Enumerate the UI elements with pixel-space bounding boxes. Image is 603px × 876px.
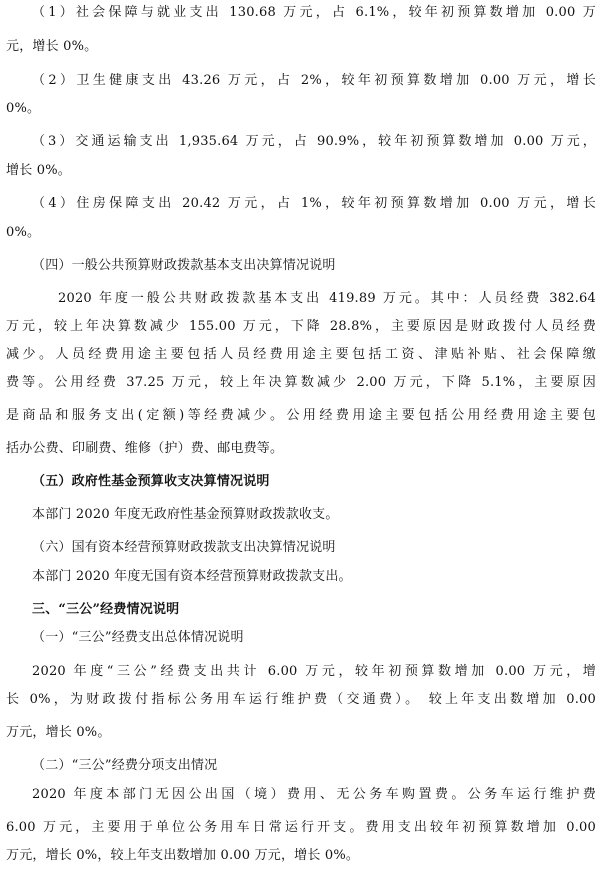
text-line-14: 是商品和服务支出(定额)等经费减少。公用经费用途主要包括公用经费用途主要包 <box>6 408 596 423</box>
text-line-28: 万元，增长 0%，较上年支出数增加 0.00 万元，增长 0%。 <box>6 848 360 863</box>
text-line-1: （1）社会保障与就业支出 130.68 万元，占 6.1%，较年初预算数增加 0.00 万 <box>32 5 596 20</box>
text-line-6: 增长 0%。 <box>6 163 71 178</box>
subsection-heading-2: （二）“三公”经费分项支出情况 <box>32 758 218 773</box>
text-line-17: 本部门 2020 年度无政府性基金预算财政拨款收支。 <box>32 507 339 522</box>
section-heading-5: （五）政府性基金预算收支决算情况说明 <box>32 474 270 489</box>
subsection-heading-1: （一）“三公”经费支出总体情况说明 <box>32 630 244 645</box>
text-line-23: 长 0%，为财政拨付指标公务用车运行维护费（交通费）。 较上年支出数增加 0.00 <box>6 692 596 707</box>
text-line-4: 0%。 <box>6 101 41 116</box>
text-line-10: 2020 年度一般公共财政拨款基本支出 419.89 万元。其中：人员经费 382.64 <box>58 291 596 306</box>
text-line-19: 本部门 2020 年度无国有资本经营预算财政拨款支出。 <box>32 569 352 584</box>
text-line-2: 元，增长 0%。 <box>6 39 98 54</box>
text-line-24: 万元，增长 0%。 <box>6 725 111 740</box>
text-line-7: （4）住房保障支出 20.42 万元，占 1%，较年初预算数增加 0.00 万元，增长 <box>32 196 596 211</box>
text-line-26: 2020 年度本部门无因公出国（境）费用、无公务车购置费。公务车运行维护费 <box>32 787 596 802</box>
chapter-heading-3: 三、“三公”经费情况说明 <box>32 602 180 617</box>
text-line-22: 2020 年度“三公”经费支出共计 6.00 万元，较年初预算数增加 0.00 万元，增 <box>32 664 596 679</box>
text-line-5: （3）交通运输支出 1,935.64 万元，占 90.9%，较年初预算数增加 0.00 万元， <box>32 134 596 149</box>
text-line-13: 费等。公用经费 37.25 万元，较上年决算数减少 2.00 万元，下降 5.1%，主要原因 <box>6 375 596 390</box>
text-line-15: 括办公费、印刷费、维修（护）费、邮电费等。 <box>6 441 284 456</box>
text-line-12: 减少。人员经费用途主要包括人员经费用途主要包括工资、津贴补贴、社会保障缴 <box>6 347 596 362</box>
text-line-11: 万元，较上年决算数减少 155.00 万元，下降 28.8%，主要原因是财政拨付人员经费 <box>6 319 596 334</box>
text-line-3: （2）卫生健康支出 43.26 万元，占 2%，较年初预算数增加 0.00 万元，增长 <box>32 73 596 88</box>
text-line-27: 6.00 万元，主要用于单位公务用车日常运行开支。费用支出较年初预算数增加 0.00 <box>6 820 596 835</box>
section-heading-6: （六）国有资本经营预算财政拨款支出决算情况说明 <box>32 540 336 555</box>
section-heading-4: （四）一般公共预算财政拨款基本支出决算情况说明 <box>32 258 336 273</box>
text-line-8: 0%。 <box>6 225 41 240</box>
